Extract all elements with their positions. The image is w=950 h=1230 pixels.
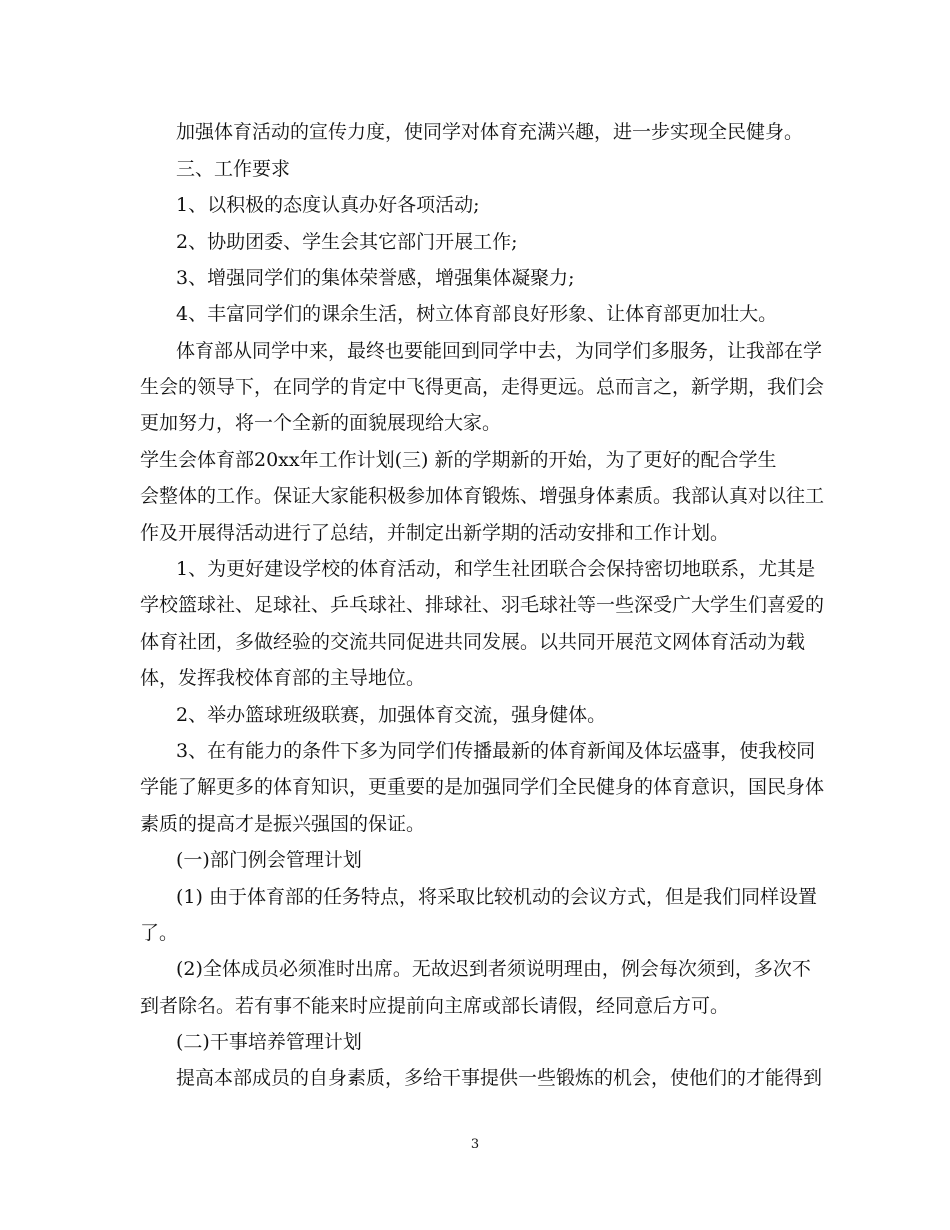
text-line: 体育部从同学中来，最终也要能回到同学中去，为同学们多服务，让我部在学 xyxy=(176,340,823,362)
text-line: 学生会体育部20xx年工作计划(三) 新的学期新的开始，为了更好的配合学生 xyxy=(140,449,777,471)
text-line: 会整体的工作。保证大家能积极参加体育锻炼、增强身体素质。我部认真对以往工 xyxy=(140,485,825,507)
text-line: 加强体育活动的宣传力度，使同学对体育充满兴趣，进一步实现全民健身。 xyxy=(176,121,804,143)
text-line: 3、在有能力的条件下多为同学们传播最新的体育新闻及体坛盛事，使我校同 xyxy=(176,740,816,762)
text-line: 作及开展得活动进行了总结，并制定出新学期的活动安排和工作计划。 xyxy=(140,522,730,544)
list-item: 3、增强同学们的集体荣誉感，增强集体凝聚力; xyxy=(176,267,575,289)
text-line: 1、为更好建设学校的体育活动，和学生社团联合会保持密切地联系，尤其是 xyxy=(176,558,816,580)
text-line: 体，发挥我校体育部的主导地位。 xyxy=(140,667,426,689)
text-line: 生会的领导下，在同学的肯定中飞得更高，走得更远。总而言之，新学期，我们会 xyxy=(140,376,825,398)
text-line: 提高本部成员的自身素质，多给干事提供一些锻炼的机会，使他们的才能得到 xyxy=(176,1067,823,1089)
section-heading: (一)部门例会管理计划 xyxy=(176,849,362,871)
text-line: 到者除名。若有事不能来时应提前向主席或部长请假，经同意后方可。 xyxy=(140,995,730,1017)
section-heading: (二)干事培养管理计划 xyxy=(176,1031,362,1053)
text-line: 素质的提高才是振兴强国的保证。 xyxy=(140,813,426,835)
text-line: 更加努力，将一个全新的面貌展现给大家。 xyxy=(140,412,502,434)
text-line: (1) 由于体育部的任务特点，将采取比较机动的会议方式，但是我们同样设置 xyxy=(176,886,817,908)
list-item: 4、丰富同学们的课余生活，树立体育部良好形象、让体育部更加壮大。 xyxy=(176,303,778,325)
text-line: (2)全体成员必须准时出席。无故迟到者须说明理由，例会每次须到，多次不 xyxy=(176,958,811,980)
list-item: 1、以积极的态度认真办好各项活动; xyxy=(176,194,480,216)
page-number: 3 xyxy=(470,1137,480,1152)
text-line: 了。 xyxy=(140,922,179,944)
list-item: 2、协助团委、学生会其它部门开展工作; xyxy=(176,231,518,253)
text-line: 学能了解更多的体育知识，更重要的是加强同学们全民健身的体育意识，国民身体 xyxy=(140,776,825,798)
text-line: 学校篮球社、足球社、乒乓球社、排球社、羽毛球社等一些深受广大学生们喜爱的 xyxy=(140,594,825,616)
text-line: 体育社团，多做经验的交流共同促进共同发展。以共同开展范文网体育活动为载 xyxy=(140,631,806,653)
section-heading: 三、工作要求 xyxy=(176,158,291,180)
text-line: 2、举办篮球班级联赛，加强体育交流，强身健体。 xyxy=(176,704,607,726)
